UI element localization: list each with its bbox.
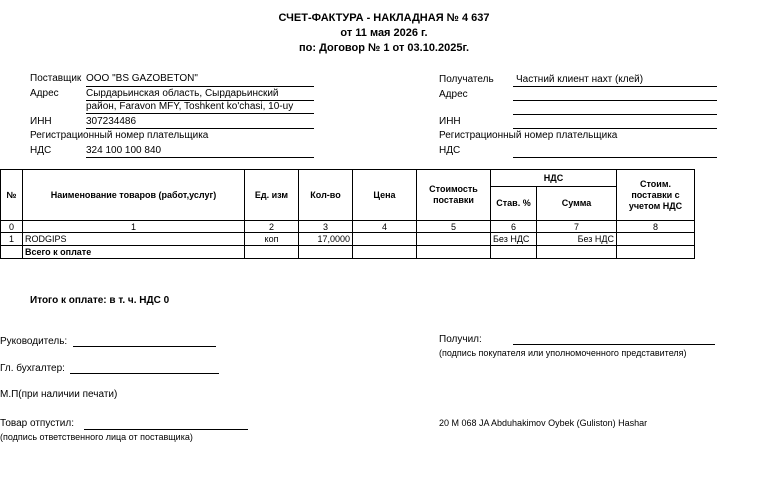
supplier-address-underline2: [86, 113, 314, 114]
row-rate: Без НДС: [491, 233, 537, 246]
received-signature-line: [513, 344, 715, 345]
director-label: Руководитель:: [0, 336, 68, 347]
row-sum: Без НДС: [537, 233, 617, 246]
supplier-address-line1: Сырдарьинская область, Сырдарьинский: [86, 88, 279, 99]
supplier-reg-label: Регистрационный номер плательщика: [30, 130, 209, 141]
recipient-address-label: Адрес: [439, 89, 468, 100]
supplier-nds-number: 324 100 100 840: [86, 145, 162, 156]
total-label: Всего к оплате: [23, 246, 245, 259]
header-total: Стоим. поставки с учетом НДС: [617, 170, 695, 221]
recipient-nds-underline: [513, 157, 717, 158]
row-qty: 17,0000: [299, 233, 353, 246]
header-qty: Кол-во: [299, 170, 353, 221]
row-unit: коп: [245, 233, 299, 246]
recipient-address-underline2: [513, 114, 717, 115]
accountant-signature-line: [70, 373, 219, 374]
col-number: 7: [537, 221, 617, 233]
row-num: 1: [1, 233, 23, 246]
header-sum: Сумма: [537, 187, 617, 221]
header-nds: НДС: [491, 170, 617, 187]
document-date: от 11 мая 2026 г.: [340, 27, 428, 39]
supplier-address-label: Адрес: [30, 88, 59, 99]
header-rate: Став. %: [491, 187, 537, 221]
supplier-nds-underline: [86, 157, 314, 158]
recipient-inn-label: ИНН: [439, 116, 461, 127]
supplier-name-underline: [86, 86, 314, 87]
header-cost: Стоимость поставки: [417, 170, 491, 221]
header-price: Цена: [353, 170, 417, 221]
stamp-label: М.П(при наличии печати): [0, 389, 118, 400]
col-number: 0: [1, 221, 23, 233]
power-of-attorney: 20 M 068 JA Abduhakimov Oybek (Guliston) Hashar: [439, 418, 648, 428]
recipient-name-underline: [513, 86, 717, 87]
row-name: RODGIPS: [23, 233, 245, 246]
items-table: [0, 169, 695, 259]
col-number: 8: [617, 221, 695, 233]
col-number: 4: [353, 221, 417, 233]
released-signature-line: [84, 429, 248, 430]
col-number: 5: [417, 221, 491, 233]
recipient-nds-label: НДС: [439, 145, 461, 156]
row-total: [617, 233, 695, 246]
director-signature-line: [73, 346, 216, 347]
received-label: Получил:: [439, 334, 482, 345]
accountant-label: Гл. бухгалтер:: [0, 363, 65, 374]
released-label: Товар отпустил:: [0, 418, 74, 429]
supplier-address-line2: район, Faravon MFY, Toshkent ko'chasi, 10-uy: [86, 101, 294, 112]
recipient-inn-underline: [513, 128, 717, 129]
supplier-name: ООО "BS GAZOBETON": [86, 73, 198, 84]
header-name: Наименование товаров (работ,услуг): [23, 170, 245, 221]
summary-total: Итого к оплате: в т. ч. НДС 0: [30, 295, 170, 306]
row-cost: [417, 233, 491, 246]
col-number: 2: [245, 221, 299, 233]
recipient-address-underline1: [513, 100, 717, 101]
received-note: (подпись покупателя или уполномоченного представителя): [439, 348, 687, 358]
released-note: (подпись ответственного лица от поставщика): [0, 432, 193, 442]
col-number: 1: [23, 221, 245, 233]
header-num: №: [1, 170, 23, 221]
row-price: [353, 233, 417, 246]
recipient-name: Частний клиент нахт (клей): [516, 74, 644, 85]
supplier-inn: 307234486: [86, 116, 137, 127]
recipient-reg-label: Регистрационный номер плательщика: [439, 130, 618, 141]
col-number: 3: [299, 221, 353, 233]
document-contract: по: Договор № 1 от 03.10.2025г.: [298, 42, 469, 54]
document-title: СЧЕТ-ФАКТУРА - НАКЛАДНАЯ № 4 637: [278, 12, 490, 24]
recipient-label: Получатель: [439, 74, 494, 85]
supplier-inn-underline: [86, 128, 314, 129]
supplier-inn-label: ИНН: [30, 116, 52, 127]
table-row: [1, 233, 695, 246]
header-unit: Ед. изм: [245, 170, 299, 221]
supplier-label: Поставщик: [30, 73, 82, 84]
supplier-nds-label: НДС: [30, 145, 52, 156]
col-number: 6: [491, 221, 537, 233]
